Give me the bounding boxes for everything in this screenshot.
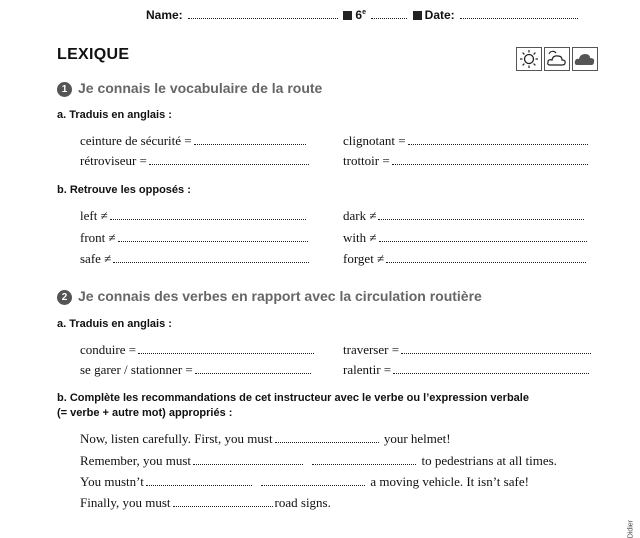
opposite-prompt: left ≠ [80, 208, 108, 223]
answer-field[interactable] [149, 154, 309, 165]
vocab-row [80, 133, 308, 149]
verb-row [343, 342, 593, 358]
verb-prompt: se garer / stationner = [80, 362, 193, 377]
class-label: 6 [355, 8, 363, 22]
verb-prompt: conduire = [80, 342, 137, 357]
date-field[interactable] [460, 8, 578, 19]
vocab-prompt: trottoir = [343, 153, 390, 168]
answer-field[interactable] [138, 343, 314, 354]
opposite-prompt: safe ≠ [80, 251, 112, 266]
answer-field[interactable] [118, 231, 308, 242]
opposite-row [343, 251, 588, 267]
vocab-row [343, 133, 590, 149]
opposite-row [343, 230, 589, 246]
vocab-prompt: clignotant = [343, 133, 406, 148]
answer-field[interactable] [173, 496, 273, 507]
class-sup: e [362, 9, 366, 16]
page-title: LEXIQUE [57, 46, 130, 63]
vocab-row [80, 153, 311, 169]
opposite-prompt: with ≠ [343, 230, 377, 245]
header-row [146, 8, 580, 22]
answer-field[interactable] [386, 252, 586, 263]
vocab-prompt: ceinture de sécurité = [80, 133, 192, 148]
name-field[interactable] [188, 8, 338, 19]
answer-field[interactable] [408, 134, 588, 145]
section-1-number: 1 [57, 82, 72, 97]
answer-field[interactable] [401, 343, 591, 354]
section-2-number: 2 [57, 290, 72, 305]
verb-prompt: traverser = [343, 342, 400, 357]
section-1-title: Je connais le vocabulaire de la route [78, 80, 323, 96]
cloud-sun-icon [544, 47, 570, 71]
section-1-part-a-label: a. Traduis en anglais : [57, 109, 172, 121]
vocab-row [343, 153, 590, 169]
sentence-row [80, 453, 557, 469]
section-2-heading [57, 288, 482, 305]
sentence-text: Remember, you must [80, 453, 192, 468]
date-square-icon [413, 11, 422, 20]
opposite-prompt: forget ≠ [343, 251, 385, 266]
answer-field[interactable] [146, 475, 252, 486]
sentence-row [80, 431, 451, 447]
opposite-prompt: front ≠ [80, 230, 116, 245]
answer-field[interactable] [193, 454, 303, 465]
opposite-row [80, 251, 311, 267]
date-label: Date: [424, 8, 455, 22]
answer-field[interactable] [393, 363, 589, 374]
sentence-text: Finally, you must [80, 495, 171, 510]
sentence-text: You mustn’t [80, 474, 144, 489]
class-field[interactable] [371, 8, 407, 19]
sun-icon [516, 47, 542, 71]
sentence-text: road signs. [274, 495, 331, 510]
opposite-row [80, 208, 308, 224]
vocab-prompt: rétroviseur = [80, 153, 147, 168]
answer-field[interactable] [312, 454, 416, 465]
verb-row [343, 362, 591, 378]
name-label: Name: [146, 8, 183, 22]
section-2-title: Je connais des verbes en rapport avec la circulation routière [78, 288, 482, 304]
verb-row [80, 362, 313, 378]
sentence-text: your helmet! [383, 431, 451, 446]
answer-field[interactable] [275, 432, 379, 443]
class-square-icon [343, 11, 352, 20]
opposite-prompt: dark ≠ [343, 208, 377, 223]
section-2-part-a-label: a. Traduis en anglais : [57, 318, 172, 330]
answer-field[interactable] [392, 154, 588, 165]
section-2-part-b-label-2: (= verbe + autre mot) appropriés : [57, 407, 233, 419]
answer-field[interactable] [261, 475, 365, 486]
answer-field[interactable] [379, 231, 587, 242]
section-2-part-b-label-1: b. Complète les recommandations de cet instructeur avec le verbe ou l’expression verbale [57, 392, 529, 404]
section-1-heading [57, 80, 322, 97]
verb-prompt: ralentir = [343, 362, 392, 377]
section-1-part-b-label: b. Retrouve les opposés : [57, 184, 191, 196]
sentence-row [80, 474, 529, 490]
sentence-row [80, 495, 331, 511]
opposite-row [343, 208, 586, 224]
sentence-text: Now, listen carefully. First, you must [80, 431, 273, 446]
publisher-label: Didier [627, 520, 634, 538]
answer-field[interactable] [195, 363, 311, 374]
opposite-row [80, 230, 310, 246]
answer-field[interactable] [113, 252, 309, 263]
sentence-text: to pedestrians at all times. [421, 453, 557, 468]
verb-row [80, 342, 316, 358]
answer-field[interactable] [110, 209, 306, 220]
cloud-icon [572, 47, 598, 71]
answer-field[interactable] [194, 134, 306, 145]
answer-field[interactable] [378, 209, 584, 220]
sentence-text: a moving vehicle. It isn’t safe! [370, 474, 529, 489]
